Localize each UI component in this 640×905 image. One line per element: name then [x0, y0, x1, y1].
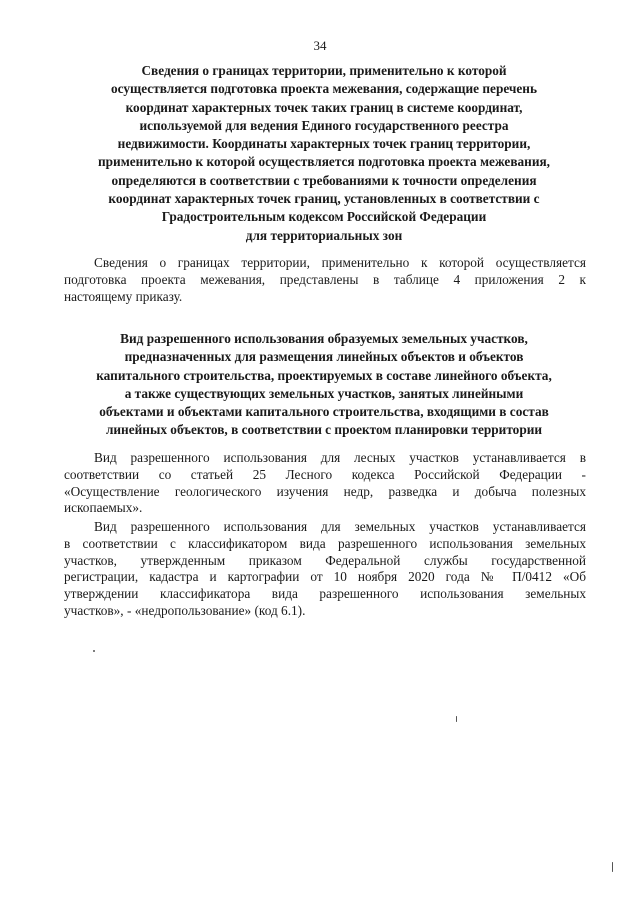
heading-line: осуществляется подготовка проекта межевания, содержащие перечень [110, 81, 537, 97]
section-heading-territory-boundaries [60, 62, 588, 245]
heading-line: координат характерных точек границ, установленных в соответствии с [108, 191, 540, 207]
paragraph-line: подготовка проекта межевания, представлены в таблице 4 приложения 2 к [64, 271, 586, 287]
paragraph-line: регистрации, кадастра и картографии от 10 ноября 2020 года № П/0412 «Об [64, 569, 586, 585]
heading-line: Вид разрешенного использования образуемых земельных участков, [120, 331, 528, 346]
paragraph-line: ископаемых». [64, 500, 143, 516]
paragraph-forest-plots-use [64, 450, 586, 517]
page-number: 34 [313, 38, 327, 53]
paragraph-line: «Осуществление геологического изучения недр, разведка и добыча полезных [64, 483, 586, 499]
heading-line: капитального строительства, проектируемых в составе линейного объекта, [96, 367, 552, 383]
scan-speck [612, 862, 613, 872]
paragraph-line: участков», - «недропользование» (код 6.1). [64, 602, 306, 618]
heading-line: недвижимости. Координаты характерных точек границ территории, [117, 136, 531, 152]
paragraph-line: участков, утвержденным приказом Федеральной службы государственной [64, 552, 586, 568]
heading-line: линейных объектов, в соответствии с проектом планировки территории [105, 422, 543, 438]
heading-line: Сведения о границах территории, применительно к которой [141, 63, 507, 78]
paragraph-line: утверждении классификатора вида разрешенного использования земельных [64, 586, 586, 602]
paragraph-line: в соответствии с классификатором вида разрешенного использования земельных [64, 535, 586, 551]
heading-line: Градостроительным кодексом Российской Федерации [161, 209, 487, 225]
heading-line: а также существующих земельных участков, занятых линейными [124, 385, 524, 401]
heading-line: координат характерных точек таких границ в системе координат, [125, 99, 523, 115]
heading-line: предназначенных для размещения линейных объектов и объектов [124, 349, 524, 365]
paragraph-line: Сведения о границах территории, применительно к которой осуществляется [94, 255, 586, 270]
heading-line: используемой для ведения Единого государственного реестра [139, 117, 509, 133]
scan-speck [456, 716, 457, 722]
paragraph-line: Вид разрешенного использования для земельных участков устанавливается [94, 519, 586, 534]
heading-line: для территориальных зон [245, 227, 403, 243]
scan-speck [93, 650, 95, 652]
paragraph-line: Вид разрешенного использования для лесных участков устанавливается в [94, 450, 586, 465]
paragraph-line: настоящему приказу. [64, 288, 183, 304]
paragraph-line: соответствии со статьей 25 Лесного кодекса Российской Федерации - [64, 466, 586, 482]
heading-line: объектами и объектами капитального строительства, входящими в состав [99, 404, 549, 420]
heading-line: применительно к которой осуществляется подготовка проекта межевания, [97, 154, 550, 170]
heading-line: определяются в соответствии с требованиями к точности определения [111, 172, 537, 188]
paragraph-territory-boundaries [64, 255, 586, 305]
section-heading-permitted-use [60, 330, 588, 440]
paragraph-land-plots-use [64, 519, 586, 620]
